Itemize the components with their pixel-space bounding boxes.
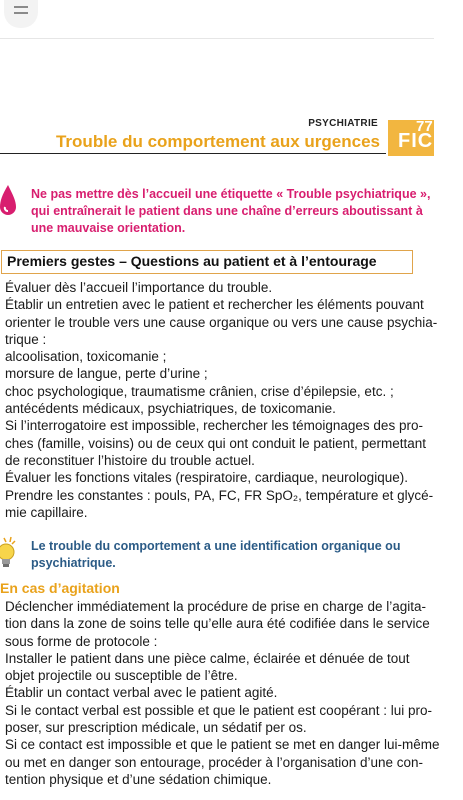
body-line: orienter le trouble vers une cause organique ou vers une cause psychia- xyxy=(5,314,438,330)
section1-body xyxy=(5,279,438,521)
body-line: trique : xyxy=(5,331,47,347)
body-line: antécédents médicaux, psychiatriques, de toxicomanie. xyxy=(5,401,336,417)
body-line: tion dans la zone de soins telle qu’elle aura été codifiée dans le service xyxy=(5,616,430,632)
body-line: Si le contact verbal est possible et que le patient est coopérant : lui pro- xyxy=(5,702,432,718)
page-title: Trouble du comportement aux urgences xyxy=(55,132,380,151)
body-line: alcoolisation, toxicomanie ; xyxy=(5,349,167,365)
body-line: morsure de langue, perte d’urine ; xyxy=(5,366,208,382)
section2-body xyxy=(5,598,440,788)
fiche-number: 77 xyxy=(416,118,433,135)
body-line: de reconstituer l’histoire du trouble actuel. xyxy=(5,452,255,468)
body-line: Si l’interrogatoire est impossible, rechercher les témoignages des pro- xyxy=(5,418,423,434)
body-line: poser, sur prescription médicale, un sédatif per os. xyxy=(5,720,307,736)
body-line: mie capillaire. xyxy=(5,504,88,520)
agitation-heading: En cas d’agitation xyxy=(0,580,120,596)
body-line: Évaluer les fonctions vitales (respiratoire, cardiaque, neurologique). xyxy=(5,470,408,486)
warning-line: Ne pas mettre dès l’accueil une étiquette « Trouble psychiatrique », xyxy=(31,187,431,201)
fiche-label: FICHE xyxy=(398,130,463,152)
body-line: sous forme de protocole : xyxy=(5,633,158,649)
body-line: Établir un contact verbal avec le patient agité. xyxy=(5,685,278,701)
warning-drop-icon xyxy=(0,183,16,217)
warning-line: une mauvaise orientation. xyxy=(31,221,186,235)
fiche-tab xyxy=(388,118,463,156)
body-line: Évaluer dès l’accueil l’importance du trouble. xyxy=(5,280,273,295)
menu-icon[interactable] xyxy=(4,0,38,28)
section-label: PSYCHIATRIE xyxy=(308,118,378,129)
body-line: Prendre les constantes : pouls, PA, FC, FR SpO₂, température et glycé- xyxy=(5,487,434,503)
body-line: Déclencher immédiatement la procédure de prise en charge de l’agita- xyxy=(5,599,426,614)
section-heading: Premiers gestes – Questions au patient et à l’entourage xyxy=(7,253,377,269)
warning-text xyxy=(31,186,441,237)
body-line: Établir un entretien avec le patient et rechercher les éléments pouvant xyxy=(5,297,424,313)
body-line: choc psychologique, traumatisme crânien, crise d’épilepsie, etc. ; xyxy=(5,383,394,399)
body-line: Installer le patient dans une pièce calme, éclairée et dénuée de tout xyxy=(5,650,410,666)
top-bar xyxy=(0,0,434,39)
body-line: ches (famille, voisins) ou de ceux qui ont conduit le patient, permettant xyxy=(5,435,426,451)
warning-line: qui entraînerait le patient dans une chaîne d’erreurs aboutissant à xyxy=(31,204,423,218)
body-line: ou met en danger son entourage, procéder à l’organisation d’une con- xyxy=(5,754,424,770)
body-line: Si ce contact est impossible et que le patient se met en danger lui-même xyxy=(5,737,440,753)
note-line: Le trouble du comportement a une identification organique ou xyxy=(31,539,401,553)
note-text xyxy=(31,538,400,572)
note-line: psychiatrique. xyxy=(31,556,116,570)
body-line: tention physique et d’une sédation chimique. xyxy=(5,771,272,787)
section-heading-box xyxy=(1,250,413,274)
body-line: objet projectile ou susceptible de l’être. xyxy=(5,668,238,684)
lightbulb-icon xyxy=(0,535,16,571)
title-rule xyxy=(0,153,386,154)
